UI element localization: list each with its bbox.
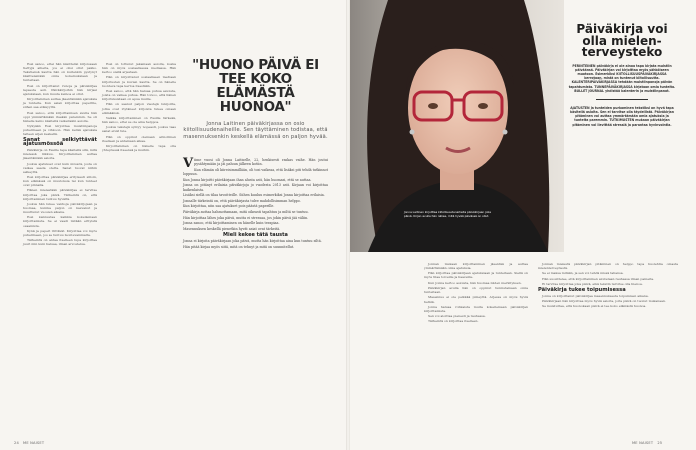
paragraph: Tärkeintä on antaa itselleen lupa kirjoittaa juuri niin kuin haluaa, ilman arvostelua.	[23, 238, 97, 247]
paragraph: Se ei maksa mitään, ja sen voi tehdä missä tahansa.	[542, 271, 624, 276]
sidebar-heading: Päiväkirja voi olla mielen-terveysteko	[576, 22, 668, 59]
paragraph: Jonna on pitänyt erilaisia päiväkirjoja jo vuodesta 2013 asti. Kirjaan voi kirjoittaa kaikenlaista.	[183, 183, 328, 192]
sidebar-text-2: AJATUSTEN ja tunteiden purkaminen tekstiksi on hyvä tapa käsitellä asioita. Sen ei tarvitse olla täydellistä. Päiväkirjan pitäminen voi auttaa ymmärtämään omia ajatuksia ja tunteita paremmin. TUTKIMUSTEN mukaan päiväkirjan pitäminen voi lievittää stressiä ja parantaa hyvinvointia.	[570, 105, 674, 127]
paragraph: Hän on oppinut olemaan armollinen itselleen ja antamaan aikaa.	[102, 134, 176, 143]
paragraph: Joskus ajatukset ovat kuin mössöä, josta on vaikea saada otetta. Sanat tuovat niihin selkeyttä.	[23, 161, 97, 174]
paragraph: Vaikka kirjoittaminen on Essille tärkeää, hän sanoo, ettei se ole aina helppoa.	[102, 115, 176, 124]
paragraph: Hänen mielestään päiväkirjaa ei tarvitse kirjoittaa joka päivä. Tärkeintä on, että kirjoittaminen tuntuu hyvältä.	[23, 188, 97, 201]
paragraph: Hän kirjoittaa päiväkirjaan ajatuksiaan ja tunteitaan. Siellä on myös tilaa toiveille ja haaveille.	[424, 271, 528, 280]
paragraph: Jonna ei kirjoita päiväkirjaan joka päivä, mutta hän kirjoittaa aina kun tuntuu siltä.	[183, 238, 322, 243]
paragraph: Masennuksen keskellä pienetkin hyvät asiat ovat tärkeitä.	[183, 226, 281, 231]
drop-cap: V	[183, 156, 194, 171]
sidebar-divider	[596, 99, 648, 100]
sidebar-text-1: PERINTEINEN päiväkirja ei ole ainoa tapa kirjata muistiin päiväänsä. Päiväkirjan voi kirjoittaa myös sähköiseen muotoon. Esimerkiksi KIITOLLISUUSPÄIVÄKIRJASSA kerrotaan, mistä on tuntenut kiitollisuutta. KALENTERIPÄIVÄKIRJASSA tehdään muistiinpanoja päivän tapahtumista. TUNNEPÄIVÄKIRJASSA kirjataan omia tunteita. BULLET JOURNAL yhdistää kalenterin ja muistiinpanot.	[568, 63, 676, 93]
paragraph: Jonna on kirjoittanut päiväkirjaa masennuksesta toipumisen aikana.	[542, 293, 649, 298]
lead-article-text	[183, 158, 328, 250]
paragraph: Jonnan mukaan kirjoittaminen jäsentää ja auttaa ymmärtämään omia ajatuksia.	[424, 262, 528, 271]
column-text	[538, 294, 678, 309]
paragraph: Kirjoittaminen on hänelle tapa olla yhteydessä itseensä ja muihin.	[102, 144, 176, 153]
paragraph: Kun Jonna kirjoitti päiväkirjaan ihan alusta asti, hän huomasi, että se auttaa.	[183, 177, 312, 182]
paragraph: Hän on saanut paljon viestejä lukijoilta, jotka ovat löytäneet kirjoista tukea omaan elämäänsä.	[102, 102, 176, 115]
page-number: 25	[657, 441, 663, 445]
paragraph: Ei tarvitse kirjoittaa joka päivä, eikä tekstin tarvitse olla hienoa.	[542, 281, 643, 286]
paragraph: Nykyään Essi kirjoittaa muistiinpanoja puhelimeen ja vihkoon. Hän kerää ajatuksia talteen arjen keskellä.	[23, 124, 97, 137]
lead-section-heading: Mieli kekee tätä tausta	[223, 232, 288, 239]
section-heading: Sanat selkiyttävät ajatusmössöä	[23, 137, 97, 148]
paragraph: Päiväkirja auttaa hahmottamaan, mitä oikeasti tapahtuu ja miltä se tuntuu.	[183, 210, 309, 215]
paragraph: Kun elämän oli kiireisimmillään, oli tosi vaikeaa, että lisäksi piti tehdä tutkinnot loppuun.	[183, 167, 328, 177]
column-text	[23, 62, 97, 136]
standfirst: Jonna Laitinen päiväkirjassa on osio kiitollisuudenaiheille. Sen täyttäminen todistaa, että masennuksenkin keskellä elämässä on paljon hyvää.	[183, 121, 328, 140]
paragraph: Jonna sanoo, että kirjoittaminen on hänelle kuin terapiaa.	[183, 221, 280, 226]
right-folio	[632, 441, 662, 445]
paragraph: Joskus hän lukee vanhoja päiväkirjojaan ja huomaa, kuinka paljon on kasvanut ja muuttunut vuosien aikana.	[23, 201, 97, 215]
lead-after-paragraphs	[183, 239, 328, 249]
paragraph: Se muistuttaa, että huonokaan päivä ei tee koko elämästä huonoa.	[542, 304, 647, 309]
left-column-2	[102, 62, 176, 153]
paragraph: Jonna haluaa rohkaista muita kokeilemaan päiväkirjan kirjoittamista.	[424, 304, 528, 313]
paragraph: Hän on kirjoittanut sosiaaliseen mediaan kirjoitusten ja kuvien kautta. Se on hänelle luonteva tapa kertoa itsestään.	[102, 75, 176, 88]
paragraph: Päiväkirjaan hän kirjoittaa myös hyviä asioita, joita päivä on tuonut mukanaan.	[542, 298, 666, 303]
lead-paragraphs	[183, 168, 328, 231]
paragraph: Essi on kirjoittanut runoja ja päiväkirjaa lapsesta asti. Päiväkirjoihin hän kirjasi ajatuksiaan, kun muuta keinoa ei ollut.	[23, 83, 97, 96]
paragraph: Kynä ja paperi riittävät. Kirjoittaa voi myös puhelimeen, jos se tuntuu luontevammalta.	[23, 228, 97, 237]
lead-first-paragraph: iime vuosi oli Jonna Laitiselle, 22, henkisesti raskas vaihe. Hän joutui pysähtymään ja jäi paluun jälkeen kotiin.	[194, 158, 328, 167]
paragraph: Masennus ei ole pelkkää pimeyttä. Arjessa on myös hyviä hetkiä.	[424, 295, 528, 304]
sidebar-box	[568, 24, 676, 127]
paragraph: Hän suosittelee, että kirjoittaminen aloitetaan rauhassa ilman paineita.	[542, 276, 655, 281]
pull-quote-text: "HUONO PÄIVÄ EI TEE KOKO ELÄMÄSTÄ HUONOA"	[192, 57, 319, 115]
column-text	[538, 262, 678, 286]
paragraph: Essi kannustaa kaikkia kokeilemaan kirjoittamista. Se ei vaadi mitään erityistä osaamista.	[23, 215, 97, 228]
page-number: 24	[14, 441, 19, 445]
paragraph: Essi sanoo, että hän haluaa puhua asioista, joista on vaikea puhua. Hän toivoo, että hänen kirjoituksistaan on apua muille.	[102, 88, 176, 102]
paragraph: Essi sanoo, ettei hän käsittelisi kirjoissaan tiettyjä aiheita, jos ei olisi ollut pakko. Tekstiensä kautta hän on kuitenkin pystynyt käsittelemään omia kokemuksiaan ja tunteitaan.	[23, 62, 97, 83]
right-column-1	[424, 262, 528, 325]
left-column-1	[23, 62, 97, 248]
paragraph: Jonnan mielestä päiväkirjan pitäminen on helppo tapa huolehtia omasta mielenterveydestä.	[538, 262, 678, 271]
paragraph: Lisäksi siellä on tilaa tavoitteille. Siihen kuuluu esimerkiksi Jonna kirjoittaa erilaisia.	[183, 193, 325, 198]
magazine-name: ME NAISET	[23, 441, 45, 445]
paragraph: Päiväkirja on Essille tapa käsitellä sitä, mitä mielessä liikkuu. Kirjoittaminen auttaa jäsentämään asioita.	[23, 148, 97, 161]
paragraph: Kun kirjoittaa, niin saa ajatukset pois päästä paperille.	[183, 204, 275, 209]
paragraph: Tärkeintä on kirjoittaa itselleen.	[428, 319, 479, 324]
right-column-2	[538, 262, 678, 309]
photo-caption: Jonna Laitinen kirjoittaa kiitollisuudenaiheita päiväkirjaan joka päivä. Kirjan avulla hän näkee, mitä hyvää päivässä on ollut.	[404, 210, 491, 218]
column-text	[23, 148, 97, 246]
page-gutter	[346, 0, 350, 450]
paragraph: Kirjoittaminen auttaa jäsentämään ajatuksia ja tunteita. Kun asian kirjoittaa paperille, siihen saa etäisyyttä.	[23, 97, 97, 110]
paragraph: Essi sanoo, että kirjoittamisen avulla hän oppi ymmärtämään itseään paremmin. Se oli hänelle keino käsitellä vaikeitakin asioita.	[23, 110, 97, 123]
paragraph: Hän pitää kirjaa myös siitä, mitä on tehnyt ja mitä on suunnitellut.	[183, 244, 295, 249]
paragraph: Essi kirjoittaa päiväkirjaa erityisesti silloin, kun elämässä on muutoksia tai kun tunteet ovat pinnalla.	[23, 174, 97, 188]
paragraph: Päiväkirjan avulla hän on oppinut tunnistamaan omia tunteitaan.	[424, 286, 528, 295]
left-folio	[14, 441, 44, 445]
magazine-name: ME NAISET	[632, 441, 654, 445]
paragraph: Essi on tottunut jakamaan asioita, koska hän on myös sosiaalisessa mediassa. Hän kertoo siellä arjestaan.	[102, 62, 176, 75]
paragraph: Joskus tekstejä syntyy nopeasti, joskus taas sanat eivät tule.	[102, 125, 176, 134]
pull-quote	[183, 58, 328, 140]
paragraph: Sen voi aloittaa pienesti ja rauhassa.	[428, 314, 486, 319]
paragraph: Kun Jonna kertoo asioista, hän huomaa niiden merkityksen.	[428, 280, 522, 285]
section-heading: Päiväkirja tukee toipumisessa	[538, 287, 626, 294]
paragraph: Jonnalle tärkeintä on, että päiväkirjasta tulee mahdollisimman helppo.	[183, 198, 301, 203]
paragraph: Hän kirjoittaa lähes joka päivä, mutta ei stressaa, jos jokin päivä jää väliin.	[183, 215, 309, 220]
